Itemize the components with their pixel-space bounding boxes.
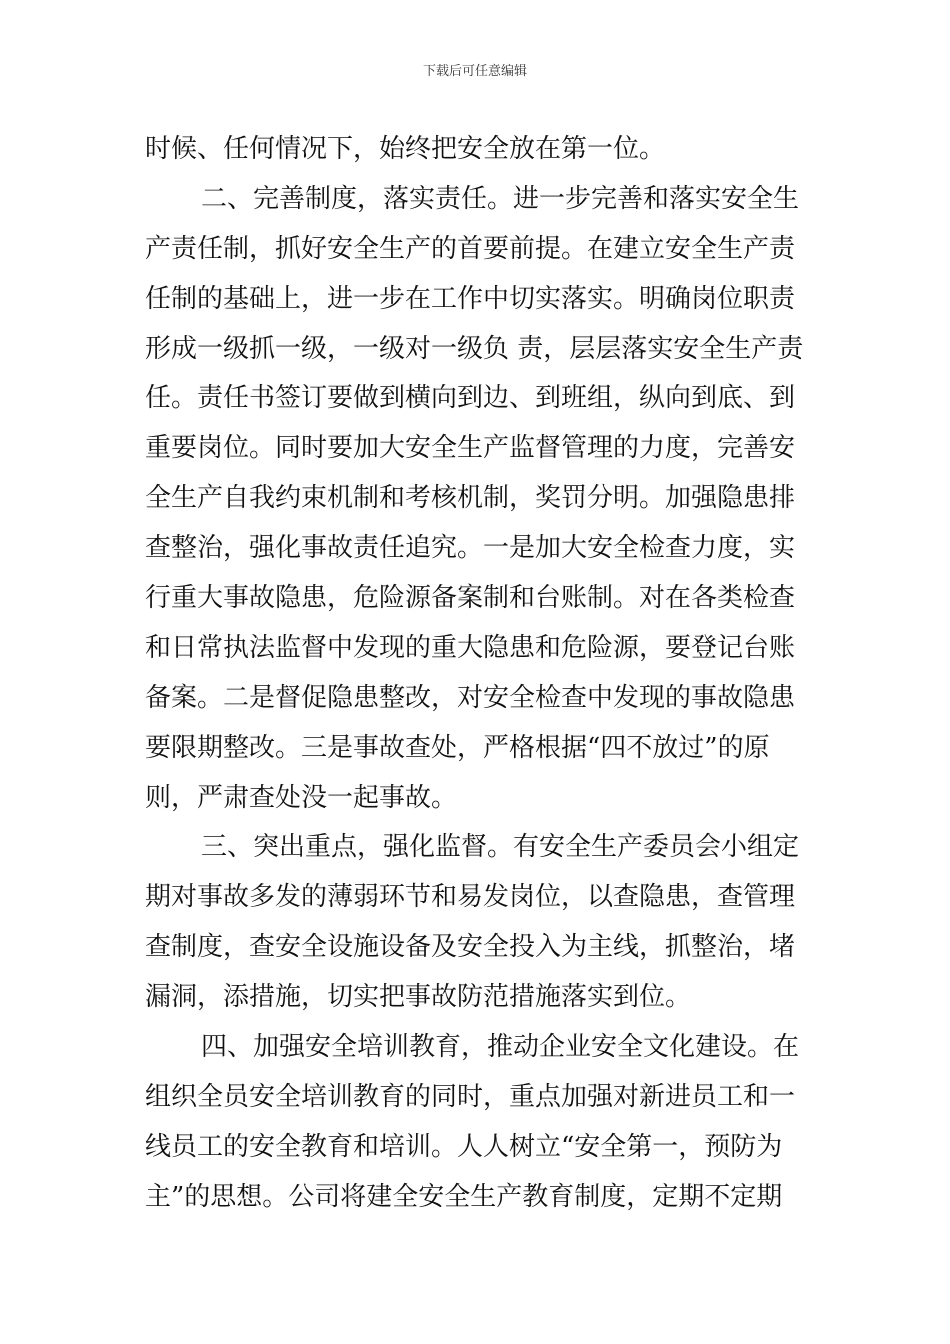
text-line: 全生产自我约束机制和考核机制，奖罚分明。加强隐患排 <box>145 483 796 514</box>
text-line: 行重大事故隐患，危险源备案制和台账制。对在各类检查 <box>145 583 796 614</box>
paragraph-heading-line: 四、加强安全培训教育，推动企业安全文化建设。在 <box>201 1032 800 1063</box>
text-line: 时候、任何情况下，始终把安全放在第一位。 <box>145 134 666 164</box>
text-line: 组织全员安全培训教育的同时，重点加强对新进员工和一 <box>145 1081 796 1112</box>
text-line: 和日常执法监督中发现的重大隐患和危险源，要登记台账 <box>145 632 796 663</box>
paragraph-heading-line: 二、完善制度，落实责任。进一步完善和落实安全生 <box>201 183 800 214</box>
text-line: 主”的思想。公司将建全安全生产教育制度，定期不定期 <box>145 1181 783 1212</box>
text-line: 重要岗位。同时要加大安全生产监督管理的力度，完善安 <box>145 433 796 464</box>
text-line: 产责任制，抓好安全生产的首要前提。在建立安全生产责 <box>145 233 796 264</box>
paragraph-heading-line: 三、突出重点，强化监督。有安全生产委员会小组定 <box>201 832 800 863</box>
text-line: 要限期整改。三是事故查处，严格根据“四不放过”的原 <box>145 732 770 763</box>
text-line: 期对事故多发的薄弱环节和易发岗位，以查隐患，查管理 <box>145 882 796 913</box>
document-body <box>145 125 815 1223</box>
text-line: 漏洞，添措施，切实把事故防范措施落实到位。 <box>145 982 692 1013</box>
text-line: 线员工的安全教育和培训。人人树立“安全第一，预防为 <box>145 1131 783 1162</box>
text-line: 形成一级抓一级，一级对一级负 责，层层落实安全生产责 <box>145 333 804 364</box>
text-line: 备案。二是督促隐患整改，对安全检查中发现的事故隐患 <box>145 682 796 713</box>
text-line: 任。责任书签订要做到横向到边、到班组，纵向到底、到 <box>145 383 796 414</box>
text-line: 查制度，查安全设施设备及安全投入为主线，抓整治，堵 <box>145 932 796 963</box>
text-line: 查整治，强化事故责任追究。一是加大安全检查力度，实 <box>145 533 796 564</box>
text-line: 则，严肃查处没一起事故。 <box>145 782 458 813</box>
text-line: 任制的基础上，进一步在工作中切实落实。明确岗位职责 <box>145 283 796 314</box>
page-header: 下载后可任意编辑 <box>422 64 527 79</box>
